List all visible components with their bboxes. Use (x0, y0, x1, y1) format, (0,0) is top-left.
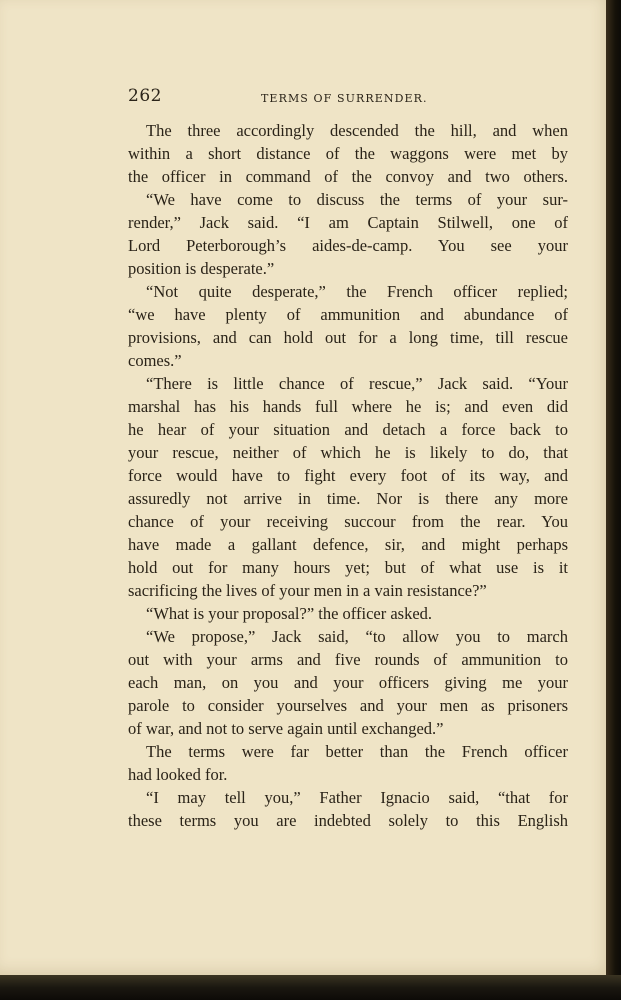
text-line: out with your arms and five rounds of ammunition to (128, 650, 568, 669)
text-line: The three accordingly descended the hill, and when (146, 121, 568, 140)
text-line: chance of your receiving succour from the rear. You (128, 512, 568, 531)
text-line: comes.” (128, 351, 182, 370)
text-line: have made a gallant defence, sir, and might perhaps (128, 535, 568, 554)
text-line: “We propose,” Jack said, “to allow you to march (146, 627, 568, 646)
text-line: position is desperate.” (128, 259, 275, 278)
page-edge-shadow-right (606, 0, 621, 1000)
text-line: these terms you are indebted solely to this English (128, 811, 568, 830)
text-line: he hear of your situation and detach a force back to (128, 420, 568, 439)
text-line: The terms were far better than the French officer (146, 742, 568, 761)
text-line: parole to consider yourselves and your men as prisoners (128, 696, 568, 715)
text-line: hold out for many hours yet; but of what use is it (128, 558, 568, 577)
text-line: force would have to fight every foot of its way, and (128, 466, 568, 485)
text-line: “I may tell you,” Father Ignacio said, “that for (146, 788, 568, 807)
text-line: sacrificing the lives of your men in a vain resistance?” (128, 581, 487, 600)
text-line: had looked for. (128, 765, 228, 784)
text-line: render,” Jack said. “I am Captain Stilwell, one of (128, 213, 568, 232)
text-line: Lord Peterborough’s aides-de-camp. You see your (128, 236, 568, 255)
text-line: your rescue, neither of which he is likely to do, that (128, 443, 568, 462)
page-header (128, 86, 568, 110)
page-edge-shadow-bottom (0, 975, 621, 1000)
text-line: “Not quite desperate,” the French officer replied; (146, 282, 568, 301)
body-text (128, 119, 568, 832)
text-line: “There is little chance of rescue,” Jack said. “Your (146, 374, 568, 393)
text-line: “we have plenty of ammunition and abundance of (128, 305, 568, 324)
text-line: within a short distance of the waggons were met by (128, 144, 568, 163)
text-line: “What is your proposal?” the officer asked. (146, 604, 433, 623)
text-line: the officer in command of the convoy and two others. (128, 167, 568, 186)
text-line: “We have come to discuss the terms of your sur- (146, 190, 568, 209)
text-line: each man, on you and your officers giving me your (128, 673, 568, 692)
running-title: TERMS OF SURRENDER. (261, 92, 428, 105)
text-line: of war, and not to serve again until exchanged.” (128, 719, 444, 738)
text-line: marshal has his hands full where he is; and even did (128, 397, 568, 416)
text-line: provisions, and can hold out for a long time, till rescue (128, 328, 568, 347)
page-number: 262 (128, 86, 162, 106)
text-line: assuredly not arrive in time. Nor is there any more (128, 489, 568, 508)
